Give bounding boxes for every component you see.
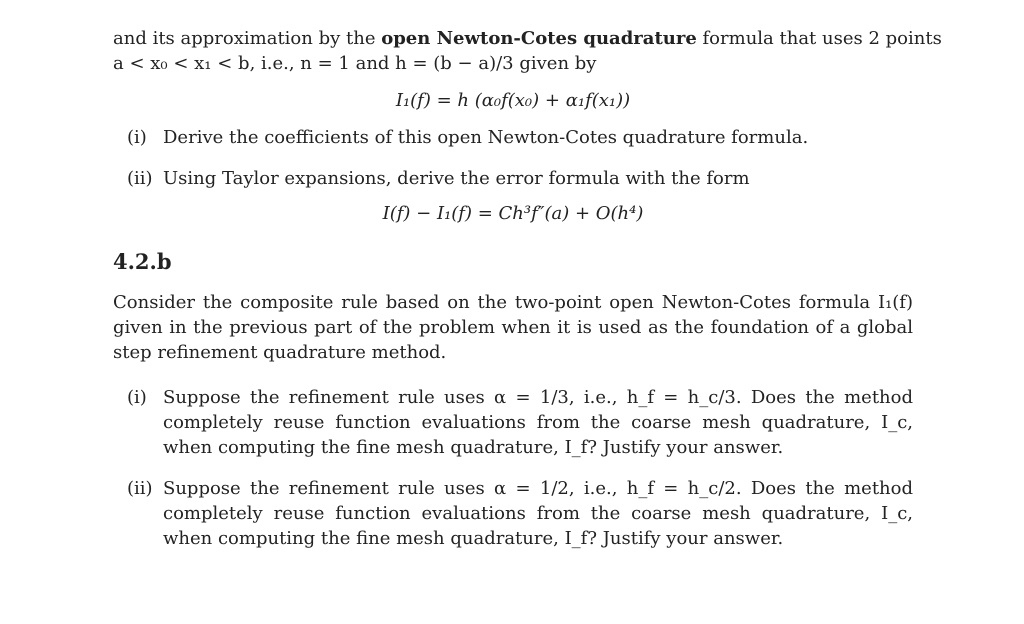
equation-error: I(f) − I₁(f) = Ch³f″(a) + O(h⁴) [382, 203, 644, 224]
item-text: Derive the coefficients of this open Newton-Cotes quadrature formula. [163, 127, 809, 148]
consider-paragraph: Consider the composite rule based on the two-point open Newton-Cotes formula I₁(f) given in the previous part of the problem when it is used as the foundation of a global step refinement quadrature method. [113, 292, 913, 363]
item-number: (ii) [127, 478, 153, 499]
part-b-item-ii [113, 476, 913, 551]
item-text: Using Taylor expansions, derive the error formula with the form [163, 168, 750, 189]
intro-line-1 [113, 26, 942, 51]
intro-bold-term: open Newton-Cotes quadrature [381, 28, 697, 49]
item-text: Suppose the refinement rule uses α = 1/3, i.e., h_f = h_c/3. Does the method completely reuse function evaluations from the coarse mesh quadrature, I_c, when computing the fine mesh quadrature, I_f? Justify your answer. [163, 387, 913, 458]
intro-text-before: and its approximation by the [113, 28, 382, 49]
part-a-item-ii [113, 166, 913, 191]
equation-quadrature: I₁(f) = h (α₀f(x₀) + α₁f(x₁)) [395, 90, 631, 111]
item-text: Suppose the refinement rule uses α = 1/2, i.e., h_f = h_c/2. Does the method completely reuse function evaluations from the coarse mesh quadrature, I_c, when computing the fine mesh quadrature, I_f? Justify your answer. [163, 478, 913, 549]
item-number: (i) [127, 127, 147, 148]
section-heading: 4.2.b [113, 249, 172, 274]
intro-line-2: a < x₀ < x₁ < b, i.e., n = 1 and h = (b − a)/3 given by [113, 53, 597, 74]
item-number: (i) [127, 387, 147, 408]
document-page [113, 26, 942, 551]
part-a-item-i [113, 125, 913, 150]
intro-text-after: formula that uses 2 points [696, 28, 942, 49]
item-number: (ii) [127, 168, 153, 189]
part-b-item-i [113, 385, 913, 460]
